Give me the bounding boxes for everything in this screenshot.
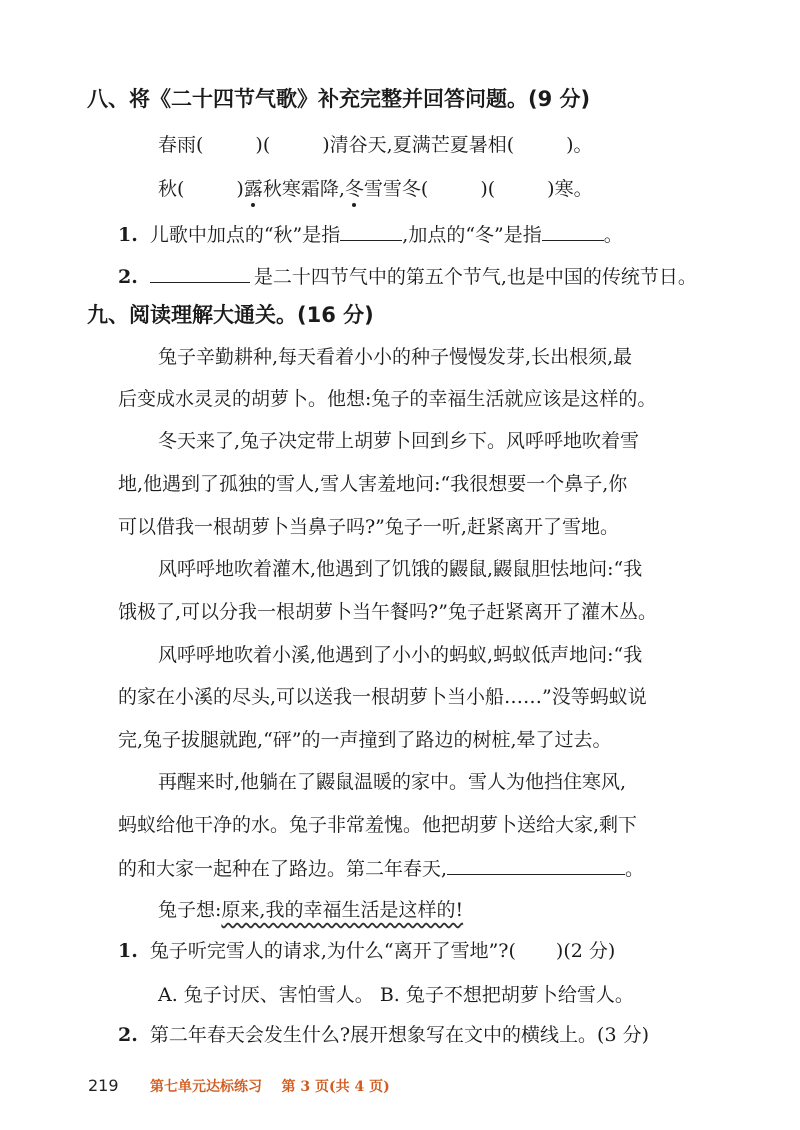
question-text: 第二年春天会发生什么?展开想象写在文中的横线上。(3 分): [149, 1024, 649, 1046]
question-1-options: A. 兔子讨厌、害怕雪人。 B. 兔子不想把胡萝卜给雪人。: [158, 984, 634, 1006]
dotted-char: 冬: [344, 178, 364, 200]
passage-line-with-blank: [118, 854, 644, 882]
passage-line: 饿极了,可以分我一根胡萝卜当午餐吗?”兔子赶紧离开了灌木丛。: [118, 601, 657, 623]
question-text: 。: [603, 224, 623, 246]
song-text: 春雨(: [158, 134, 204, 156]
question-text: ,加点的“冬”是指: [402, 224, 542, 246]
song-text: 秋寒霜降,: [262, 178, 345, 200]
section-9-question-2: [118, 1022, 649, 1048]
section-8-title: 八、将《二十四节气歌》补充完整并回答问题。(9 分): [87, 87, 591, 111]
song-text: )清谷天,夏满芒夏暑相(: [322, 134, 515, 156]
passage-line: 风呼呼地吹着小溪,他遇到了小小的蚂蚁,蚂蚁低声地问:“我: [158, 644, 643, 666]
section-9-title: 九、阅读理解大通关。(16 分): [87, 303, 374, 327]
passage-line: 可以借我一根胡萝卜当鼻子吗?”兔子一听,赶紧离开了雪地。: [118, 516, 619, 538]
question-number: 1.: [118, 224, 138, 246]
section-9-question-1: [118, 938, 615, 964]
passage-line: 再醒来时,他躺在了鼹鼠温暖的家中。雪人为他挡住寒风,: [158, 771, 627, 793]
question-number: 1.: [118, 940, 138, 962]
song-text: )(: [255, 134, 271, 156]
passage-line: 冬天来了,兔子决定带上胡萝卜回到乡下。风呼呼地吹着雪: [158, 430, 640, 452]
passage-line: 地,他遇到了孤独的雪人,雪人害羞地问:“我很想要一个鼻子,你: [118, 473, 628, 495]
passage-text: 。: [625, 858, 645, 880]
answer-blank[interactable]: [150, 262, 250, 283]
song-text: 雪雪冬(: [363, 178, 429, 200]
song-line-1: [158, 132, 593, 158]
song-line-2: [158, 176, 593, 202]
page-number: 219: [88, 1076, 119, 1095]
footer-info: 第七单元达标练习 第 3 页(共 4 页): [150, 1079, 390, 1095]
song-text: )寒。: [547, 178, 593, 200]
passage-answer-blank[interactable]: [447, 854, 625, 875]
song-text: 秋(: [158, 178, 185, 200]
passage-line: 风呼呼地吹着灌木,他遇到了饥饿的鼹鼠,鼹鼠胆怯地问:“我: [158, 558, 643, 580]
section-8-question-1: [118, 220, 623, 248]
wavy-underlined-sentence: 原来,我的幸福生活是这样的!: [221, 899, 464, 921]
song-text: ): [236, 178, 244, 200]
passage-line: 后变成水灵灵的胡萝卜。他想:兔子的幸福生活就应该是这样的。: [118, 388, 657, 410]
section-8-question-2: [118, 262, 697, 290]
passage-line: 完,兔子拔腿就跑,“砰”的一声撞到了路边的树桩,晕了过去。: [118, 729, 612, 751]
passage-line: 的家在小溪的尽头,可以送我一根胡萝卜当小船……”没等蚂蚁说: [118, 686, 647, 708]
question-text: 儿歌中加点的“秋”是指: [149, 224, 341, 246]
song-text: )。: [566, 134, 593, 156]
question-text: 是二十四节气中的第五个节气,也是中国的传统节日。: [253, 266, 697, 288]
question-text: )(2 分): [555, 940, 616, 962]
question-number: 2.: [118, 266, 138, 288]
passage-ending: [158, 897, 463, 923]
question-text: 兔子听完雪人的请求,为什么“离开了雪地”?(: [149, 940, 516, 962]
answer-blank[interactable]: [340, 220, 402, 241]
passage-text: 兔子想:: [158, 899, 222, 921]
dotted-char: 露: [243, 178, 263, 200]
question-number: 2.: [118, 1024, 138, 1046]
answer-blank[interactable]: [542, 220, 604, 241]
passage-line: 兔子辛勤耕种,每天看着小小的种子慢慢发芽,长出根须,最: [158, 346, 633, 368]
passage-line: 蚂蚁给他干净的水。兔子非常羞愧。他把胡萝卜送给大家,剩下: [118, 814, 638, 836]
passage-text: 的和大家一起种在了路边。第二年春天,: [118, 858, 448, 880]
song-text: )(: [480, 178, 496, 200]
